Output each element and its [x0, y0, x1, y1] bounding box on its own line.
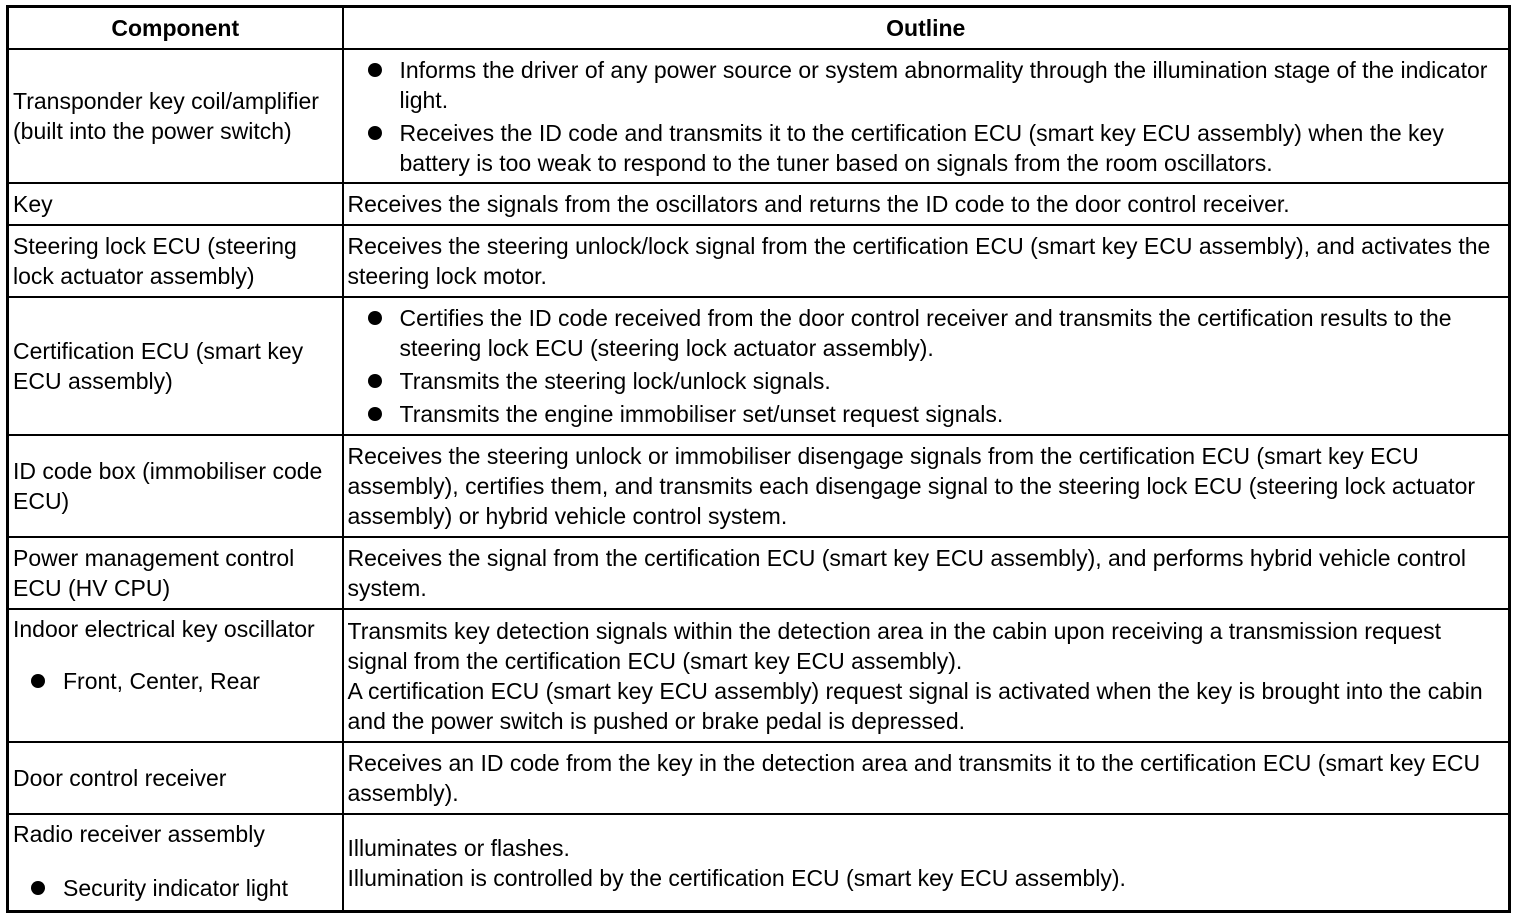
component-cell: [8, 609, 343, 742]
table-row: [8, 609, 1510, 742]
bullet-item: [348, 55, 1505, 115]
component-cell: Transponder key coil/amplifier (built into the power switch): [8, 49, 343, 183]
component-sub-bullet: [13, 666, 338, 696]
component-cell: Certification ECU (smart key ECU assembly): [8, 297, 343, 435]
bullet-icon: [31, 881, 45, 895]
outline-cell: Receives the steering unlock or immobiliser disengage signals from the certification ECU (smart key ECU assembly), certifies them, and transmits each disengage signal to the steering lock ECU (steering lock actuator assembly) or hybrid vehicle control system.: [343, 435, 1510, 537]
bullet-item: [348, 366, 1505, 396]
table-row: [8, 225, 1510, 297]
table-row: [8, 537, 1510, 609]
component-cell: Key: [8, 183, 343, 225]
table-row: [8, 49, 1510, 183]
bullet-text: Certifies the ID code received from the door control receiver and transmits the certification results to the steering lock ECU (steering lock actuator assembly).: [399, 305, 1452, 362]
outline-cell: Receives the steering unlock/lock signal from the certification ECU (smart key ECU assembly), and activates the steering lock motor.: [343, 225, 1510, 297]
bullet-text: Transmits the engine immobiliser set/unset request signals.: [399, 401, 1004, 428]
table-row: [8, 435, 1510, 537]
bullet-item: [348, 303, 1505, 363]
header-component: Component: [8, 7, 343, 49]
outline-cell: [343, 609, 1510, 742]
outline-line: Transmits key detection signals within the detection area in the cabin upon receiving a transmission request signal from the certification ECU (smart key ECU assembly).: [347, 617, 1442, 674]
outline-line: Illuminates or flashes.: [347, 834, 570, 861]
outline-cell: Receives the signal from the certification ECU (smart key ECU assembly), and performs hybrid vehicle control system.: [343, 537, 1510, 609]
table-row: [8, 183, 1510, 225]
component-name: Radio receiver assembly: [13, 821, 265, 848]
table-row: [8, 742, 1510, 814]
bullet-text: Transmits the steering lock/unlock signals.: [399, 368, 831, 395]
component-name: Indoor electrical key oscillator: [13, 616, 315, 643]
component-cell: ID code box (immobiliser code ECU): [8, 435, 343, 537]
component-cell: Steering lock ECU (steering lock actuator assembly): [8, 225, 343, 297]
outline-cell: [343, 814, 1510, 911]
header-outline: Outline: [343, 7, 1510, 49]
component-cell: [8, 814, 343, 911]
bullet-icon: [368, 126, 382, 140]
bullet-text: Front, Center, Rear: [63, 668, 260, 695]
outline-bullet-list: [348, 55, 1505, 178]
outline-line: Illumination is controlled by the certification ECU (smart key ECU assembly).: [347, 864, 1126, 891]
bullet-item: [348, 399, 1505, 429]
outline-line: A certification ECU (smart key ECU assembly) request signal is activated when the key is brought into the cabin and the power switch is pushed or brake pedal is depressed.: [347, 677, 1483, 734]
bullet-icon: [368, 374, 382, 388]
outline-cell: [343, 297, 1510, 435]
component-cell: Power management control ECU (HV CPU): [8, 537, 343, 609]
bullet-icon: [368, 63, 382, 77]
bullet-icon: [368, 407, 382, 421]
header-row: [8, 7, 1510, 49]
bullet-item: [348, 118, 1505, 178]
outline-cell: Receives an ID code from the key in the detection area and transmits it to the certification ECU (smart key ECU assembly).: [343, 742, 1510, 814]
outline-cell: [343, 49, 1510, 183]
outline-cell: Receives the signals from the oscillators and returns the ID code to the door control receiver.: [343, 183, 1510, 225]
component-outline-table: [6, 5, 1511, 913]
component-sub-bullet: [13, 873, 338, 903]
bullet-text: Security indicator light: [63, 875, 288, 902]
bullet-text: Informs the driver of any power source or system abnormality through the illumination stage of the indicator light.: [399, 56, 1488, 113]
table-row: [8, 814, 1510, 911]
bullet-icon: [31, 674, 45, 688]
outline-bullet-list: [348, 303, 1505, 429]
bullet-icon: [368, 311, 382, 325]
component-cell: Door control receiver: [8, 742, 343, 814]
table-row: [8, 297, 1510, 435]
bullet-text: Receives the ID code and transmits it to the certification ECU (smart key ECU assembly) when the key battery is too weak to respond to the tuner based on signals from the room oscillators.: [399, 119, 1444, 176]
